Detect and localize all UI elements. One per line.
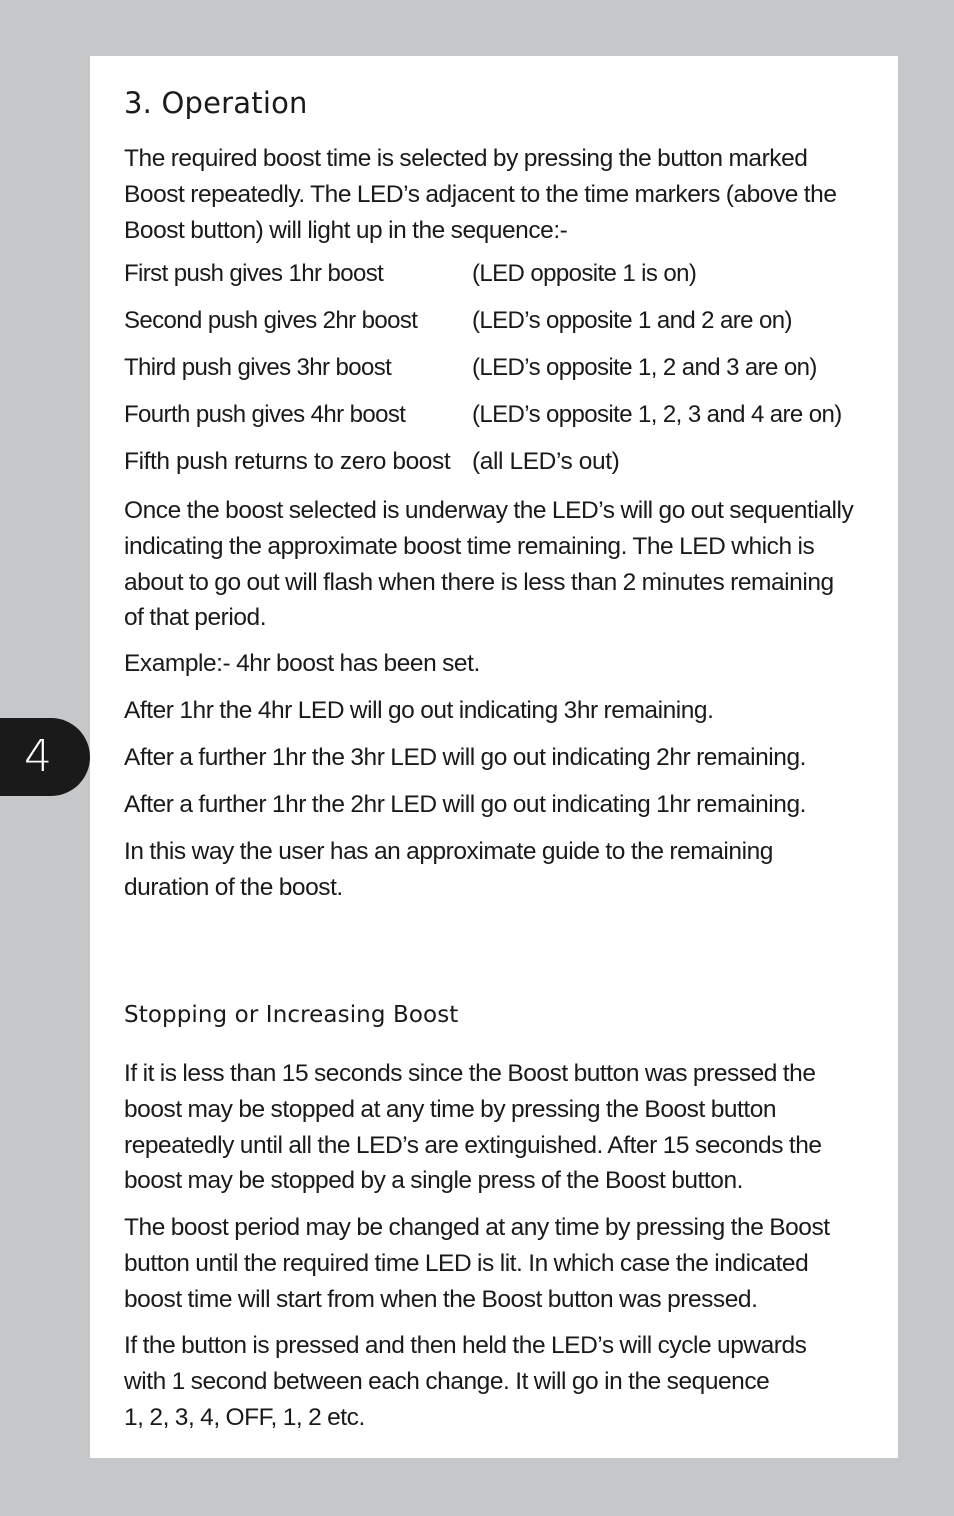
holding-line: If the button is pressed and then held the LED’s will cycle upwards: [124, 1332, 807, 1359]
guide-line: In this way the user has an approximate guide to the remaining: [124, 838, 773, 865]
underway-line: indicating the approximate boost time remaining. The LED which is: [124, 532, 815, 560]
step-text: After a further 1hr the 2hr LED will go out indicating 1hr remaining.: [124, 791, 806, 818]
example-text: Example:- 4hr boost has been set.: [124, 650, 480, 677]
holding-line: 1, 2, 3, 4, OFF, 1, 2 etc.: [124, 1403, 365, 1431]
page-number: 4: [24, 731, 52, 782]
page-number-tab: [0, 718, 90, 796]
sequence-result: (all LED’s out): [472, 448, 620, 475]
sequence-action: Third push gives 3hr boost: [124, 354, 392, 381]
guide-line: duration of the boost.: [124, 873, 343, 901]
step-text: After 1hr the 4hr LED will go out indicating 3hr remaining.: [124, 697, 714, 724]
changing-paragraph: [124, 1210, 830, 1317]
section-heading: 3. Operation: [124, 86, 308, 120]
stopping-paragraph: [124, 1056, 822, 1199]
sequence-result: (LED’s opposite 1 and 2 are on): [472, 307, 792, 334]
changing-line: boost time will start from when the Boost button was pressed.: [124, 1285, 758, 1313]
document-page: [90, 56, 898, 1458]
changing-line: The boost period may be changed at any time by pressing the Boost: [124, 1214, 830, 1241]
intro-line: Boost repeatedly. The LED’s adjacent to the time markers (above the: [124, 180, 837, 208]
underway-paragraph: [124, 493, 853, 636]
stopping-line: repeatedly until all the LED’s are extinguished. After 15 seconds the: [124, 1131, 822, 1159]
stopping-line: boost may be stopped at any time by pressing the Boost button: [124, 1095, 777, 1123]
sequence-result: (LED’s opposite 1, 2 and 3 are on): [472, 354, 817, 381]
intro-paragraph: [124, 141, 837, 248]
sequence-result: (LED opposite 1 is on): [472, 260, 697, 287]
sequence-action: First push gives 1hr boost: [124, 260, 384, 287]
underway-line: of that period.: [124, 604, 267, 632]
underway-line: Once the boost selected is underway the LED’s will go out sequentially: [124, 497, 854, 524]
underway-line: about to go out will flash when there is less than 2 minutes remaining: [124, 568, 834, 596]
guide-paragraph: [124, 834, 773, 906]
subsection-heading: Stopping or Increasing Boost: [124, 1002, 459, 1028]
sequence-action: Second push gives 2hr boost: [124, 307, 418, 334]
sequence-action: Fifth push returns to zero boost: [124, 448, 451, 475]
changing-line: button until the required time LED is lit. In which case the indicated: [124, 1249, 809, 1277]
holding-paragraph: [124, 1328, 806, 1435]
sequence-result: (LED’s opposite 1, 2, 3 and 4 are on): [472, 401, 842, 428]
intro-line: Boost button) will light up in the sequence:-: [124, 216, 568, 244]
stopping-line: boost may be stopped by a single press of the Boost button.: [124, 1167, 743, 1195]
sequence-action: Fourth push gives 4hr boost: [124, 401, 406, 428]
stopping-line: If it is less than 15 seconds since the Boost button was pressed the: [124, 1060, 816, 1087]
intro-line: The required boost time is selected by pressing the button marked: [124, 145, 808, 172]
step-text: After a further 1hr the 3hr LED will go out indicating 2hr remaining.: [124, 744, 806, 771]
holding-line: with 1 second between each change. It will go in the sequence: [124, 1367, 770, 1395]
